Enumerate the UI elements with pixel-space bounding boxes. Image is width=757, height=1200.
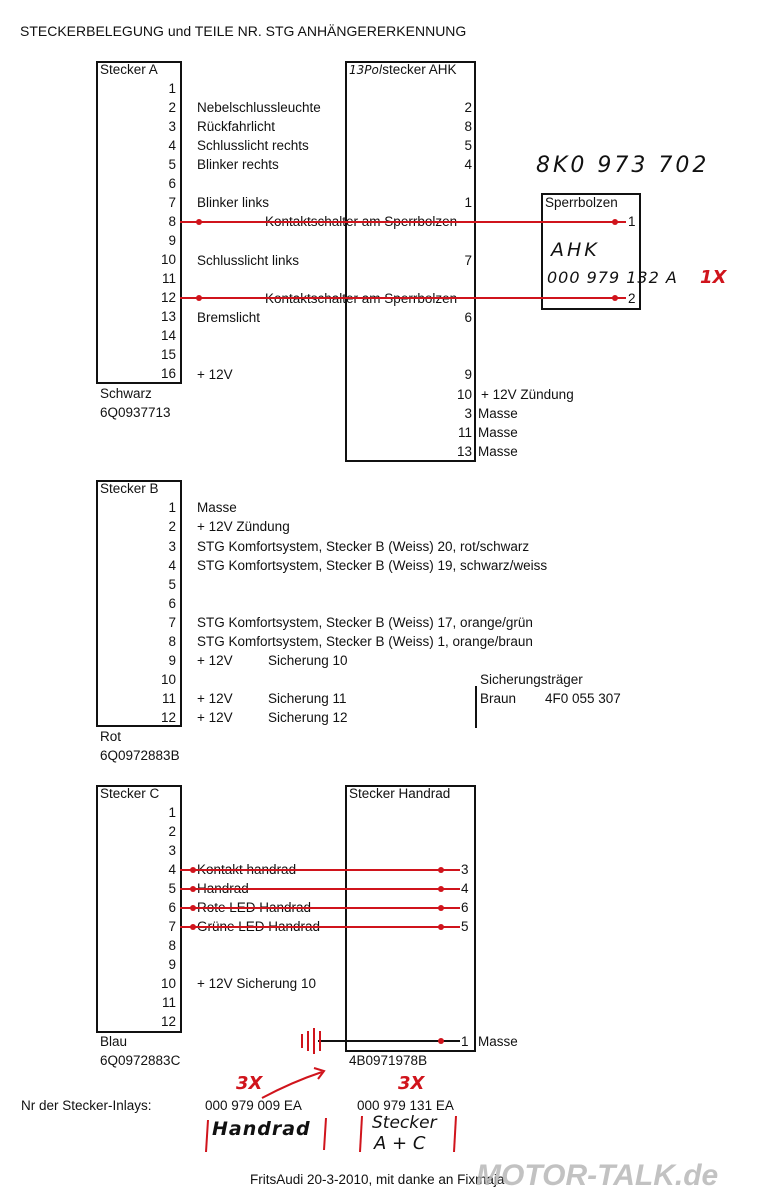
stecker-b-color: Rot [100, 729, 122, 744]
hand-bracket [360, 1116, 362, 1152]
func-a-13: Bremslicht [197, 310, 261, 325]
inlay-qty-1: 3X [236, 1073, 263, 1094]
func-a-5: Blinker rechts [197, 157, 279, 172]
ahk-pin: 7 [464, 253, 472, 268]
stecker-a-header: Stecker A [100, 62, 158, 77]
wire-dot [190, 886, 196, 892]
func-a-4: Schlusslicht rechts [197, 138, 309, 153]
func-a-2: Nebelschlussleuchte [197, 100, 321, 115]
stecker-a-pin: 15 [160, 347, 176, 362]
stecker-a-pin: 1 [168, 81, 176, 96]
sperrbolzen-pin: 1 [628, 214, 636, 229]
handrad-pin: 5 [461, 919, 469, 934]
inlay-qty-2: 3X [398, 1073, 425, 1094]
stecker-b-pin: 5 [168, 577, 176, 592]
ahk-pin: 3 [464, 406, 472, 421]
stecker-b-pin: 8 [168, 634, 176, 649]
ahk-extra-11: Masse [478, 425, 518, 440]
footer-credit: FritsAudi 20-3-2010, mit danke an Fixmaja [250, 1172, 505, 1187]
func-c-10: + 12V Sicherung 10 [197, 976, 316, 991]
stecker-c-pin: 11 [161, 995, 176, 1010]
stecker-b-pin: 3 [168, 539, 176, 554]
inlay-part-2: 000 979 131 EA [357, 1098, 454, 1113]
stecker-c-pin: 6 [168, 900, 176, 915]
carrier-color: Braun [480, 691, 517, 706]
wire-dot [438, 886, 444, 892]
stecker-c-pin: 2 [168, 824, 176, 839]
fuse-b-11: Sicherung 11 [268, 691, 347, 706]
ahk-pin: 2 [464, 100, 472, 115]
hand-a-plus-c: A + C [374, 1133, 426, 1154]
stecker-a-color: Schwarz [100, 386, 152, 401]
stecker-c-pin: 8 [168, 938, 176, 953]
stecker-c-pin: 3 [168, 843, 176, 858]
ahk-pin: 11 [457, 425, 472, 440]
hand-arrow-icon [262, 1072, 322, 1098]
stecker-c-pin: 1 [168, 805, 176, 820]
func-b-2: + 12V Zündung [197, 519, 290, 534]
func-a-12: Kontaktschalter am Sperrbolzen [265, 291, 458, 306]
wire-dot [196, 219, 202, 225]
handrad-part: 4B0971978B [349, 1053, 428, 1068]
func-a-8: Kontaktschalter am Sperrbolzen [265, 214, 458, 229]
hand-stecker: Stecker [372, 1113, 437, 1133]
stecker-b-pin: 1 [168, 500, 176, 515]
ahk-pin: 5 [464, 138, 472, 153]
stecker-c-pin: 9 [168, 957, 176, 972]
stecker-a-part: 6Q0937713 [100, 405, 171, 420]
func-c-6: Rote LED Handrad [197, 900, 312, 915]
ahk-pin: 1 [464, 195, 472, 210]
ahk-header-text: stecker AHK [382, 62, 457, 77]
wire-dot [438, 1038, 444, 1044]
hand-bracket [206, 1120, 208, 1152]
wire-dot [190, 867, 196, 873]
ahk-extra-3: Masse [478, 406, 518, 421]
stecker-a-pin: 14 [160, 328, 176, 343]
ahk-pin: 4 [464, 157, 472, 172]
stecker-a-pin: 5 [168, 157, 176, 172]
stecker-c-part: 6Q0972883C [100, 1053, 181, 1068]
stecker-a-pin: 3 [168, 119, 176, 134]
func-b-8: STG Komfortsystem, Stecker B (Weiss) 1, orange/braun [197, 634, 533, 649]
stecker-b-pin: 7 [168, 615, 176, 630]
ahk-header-hand: 13Pol [349, 63, 383, 77]
page-title: STECKERBELEGUNG und TEILE NR. STG ANHÄNGERERKENNUNG [20, 23, 467, 39]
hand-handrad: Handrad [212, 1118, 311, 1140]
stecker-a-pin: 8 [168, 214, 176, 229]
stecker-c-pin: 10 [160, 976, 176, 991]
stecker-c-pin: 5 [168, 881, 176, 896]
stecker-a-pin: 4 [168, 138, 176, 153]
func-b-9: + 12V [197, 653, 233, 668]
func-a-7: Blinker links [197, 195, 270, 210]
ahk-pin: 6 [464, 310, 472, 325]
stecker-b-pin: 6 [168, 596, 176, 611]
stecker-b-header: Stecker B [100, 481, 159, 496]
hand-ahk: AHK [551, 239, 600, 261]
stecker-b-pin: 11 [161, 691, 176, 706]
stecker-c-color: Blau [100, 1034, 128, 1049]
stecker-a-pin: 16 [160, 366, 176, 381]
stecker-a-pin: 2 [168, 100, 176, 115]
handrad-pin: 1 [461, 1034, 469, 1049]
stecker-c-pin: 4 [168, 862, 176, 877]
stecker-a-pin: 7 [168, 195, 176, 210]
wire-dot [196, 295, 202, 301]
stecker-c-header: Stecker C [100, 786, 160, 801]
ahk-pin: 8 [464, 119, 472, 134]
wire-dot [190, 924, 196, 930]
stecker-c-pin: 12 [160, 1014, 176, 1029]
hand-bracket [454, 1116, 456, 1152]
hand-bracket [324, 1118, 326, 1150]
stecker-b-pin: 2 [168, 519, 176, 534]
handrad-pin: 6 [461, 900, 469, 915]
func-a-10: Schlusslicht links [197, 253, 300, 268]
stecker-b-pin: 12 [160, 710, 176, 725]
stecker-a-pin: 10 [160, 252, 176, 267]
fuse-b-12: Sicherung 12 [268, 710, 348, 725]
hand-ahk-num: 000 979 132 A [547, 268, 678, 287]
wire-dot [190, 905, 196, 911]
ahk-pin: 10 [456, 387, 472, 402]
func-b-4: STG Komfortsystem, Stecker B (Weiss) 19, schwarz/weiss [197, 558, 548, 573]
hand-qty-1x: 1X [700, 267, 727, 288]
sperrbolzen-pin: 2 [628, 291, 636, 306]
func-b-11: + 12V [197, 691, 233, 706]
inlay-part-1: 000 979 009 EA [205, 1098, 302, 1113]
ground-symbol-icon [302, 1028, 320, 1054]
stecker-a-pin: 12 [160, 290, 176, 305]
watermark: MOTOR-TALK.de [476, 1159, 719, 1192]
stecker-a-pin: 11 [161, 271, 176, 286]
func-c-4: Kontakt handrad [197, 862, 297, 877]
func-b-7: STG Komfortsystem, Stecker B (Weiss) 17, orange/grün [197, 615, 533, 630]
hand-part-sperrbolzen: 8K0 973 702 [536, 153, 710, 178]
func-a-3: Rückfahrlicht [197, 119, 276, 134]
ahk-pin: 9 [464, 367, 472, 382]
wire-dot [612, 219, 618, 225]
func-a-16: + 12V [197, 367, 233, 382]
func-c-7: Grüne LED Handrad [197, 919, 321, 934]
wire-dot [438, 905, 444, 911]
func-b-12: + 12V [197, 710, 233, 725]
fuse-b-9: Sicherung 10 [268, 653, 348, 668]
func-c-5: Handrad [197, 881, 249, 896]
ahk-pin: 13 [456, 444, 472, 459]
stecker-b-pin: 10 [160, 672, 176, 687]
carrier-part: 4F0 055 307 [545, 691, 621, 706]
handrad-pin: 4 [461, 881, 469, 896]
stecker-a-pin: 6 [168, 176, 176, 191]
stecker-b-pin: 9 [168, 653, 176, 668]
wire-dot [612, 295, 618, 301]
wire-dot [438, 867, 444, 873]
handrad-header: Stecker Handrad [349, 786, 451, 801]
stecker-b-part: 6Q0972883B [100, 748, 180, 763]
wire-dot [438, 924, 444, 930]
stecker-a-pin: 13 [160, 309, 176, 324]
ahk-extra-13: Masse [478, 444, 518, 459]
ahk-extra-10: + 12V Zündung [481, 387, 574, 402]
inlays-label: Nr der Stecker-Inlays: [21, 1098, 152, 1113]
handrad-pin: 3 [461, 862, 469, 877]
handrad-masse: Masse [478, 1034, 518, 1049]
carrier-label: Sicherungsträger [480, 672, 583, 687]
sperrbolzen-header: Sperrbolzen [545, 195, 618, 210]
stecker-b-pin: 4 [168, 558, 176, 573]
stecker-a-pin: 9 [168, 233, 176, 248]
func-b-1: Masse [197, 500, 237, 515]
stecker-c-pin: 7 [168, 919, 176, 934]
func-b-3: STG Komfortsystem, Stecker B (Weiss) 20, rot/schwarz [197, 539, 530, 554]
